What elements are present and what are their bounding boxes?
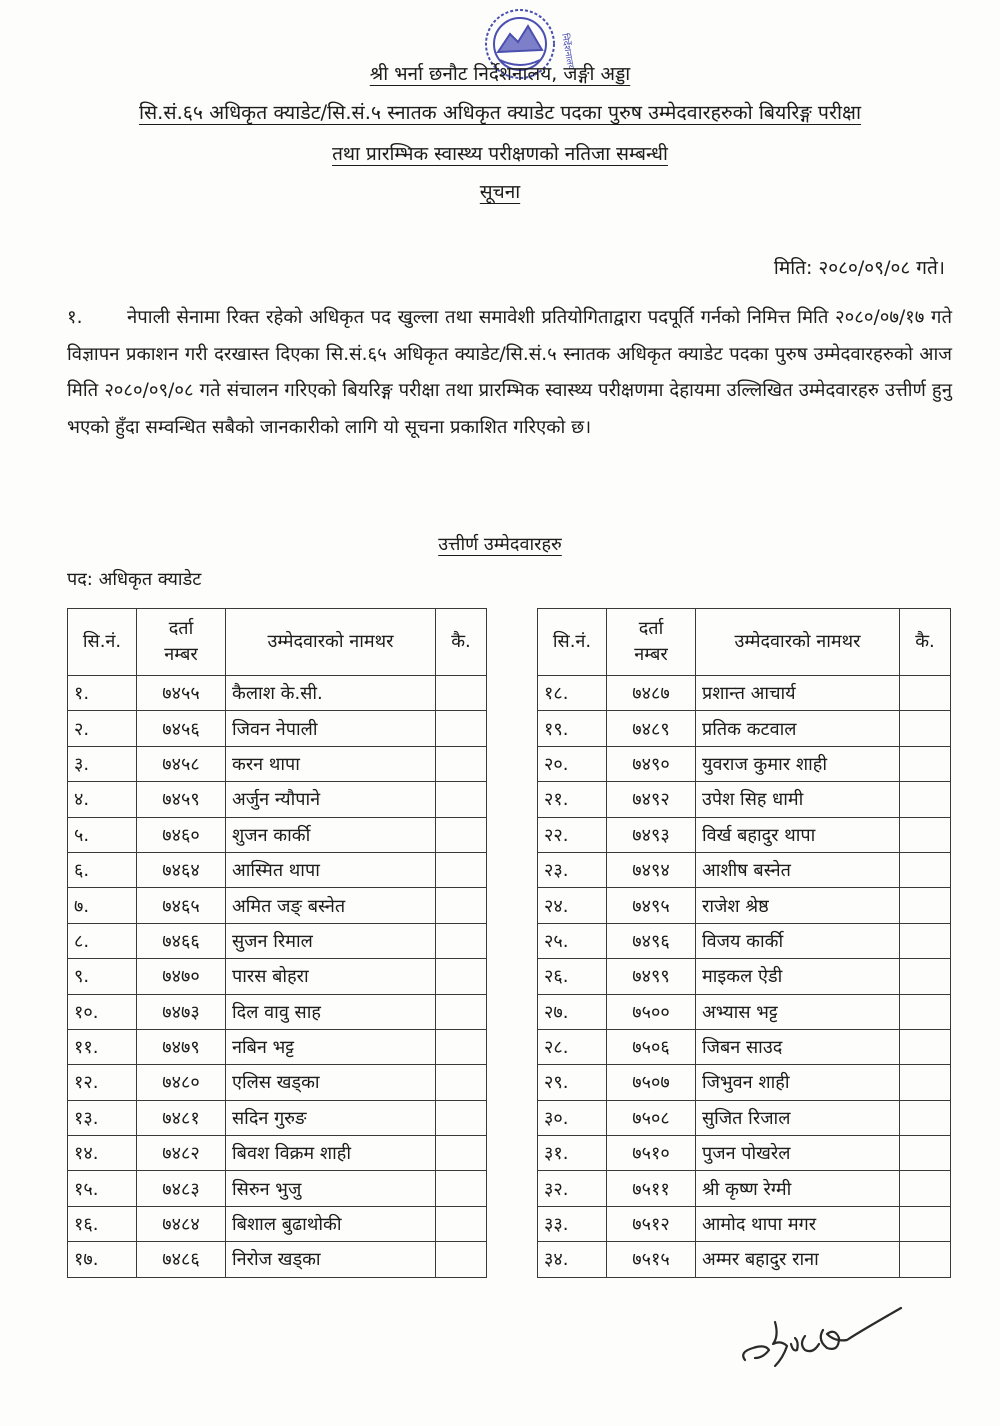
candidate-name-cell: दिल वावु साह <box>226 994 436 1029</box>
remarks-cell <box>436 1206 487 1241</box>
table-row <box>538 817 951 852</box>
serial-cell: २८. <box>538 1029 607 1064</box>
remarks-cell <box>436 888 487 923</box>
col-name: उम्मेदवारको नामथर <box>696 609 900 676</box>
table-row <box>538 888 951 923</box>
paragraph-text: नेपाली सेनामा रिक्त रहेको अधिकृत पद खुल्ला तथा समावेशी प्रतियोगिताद्वारा पदपूर्ति गर्नको निमित्त मिति २०८०/०७/१७ गते विज्ञापन प्रकाशन गरी दरखास्त दिएका सि.सं.६५ अधिकृत क्याडेट/सि.सं.५ स्नातक अधिकृत क्याडेट पदका पुरुष उम्मेदवारहरुको आज मिति २०८०/०९/०८ गते संचालन गरिएको बियरिङ्ग परीक्षा तथा प्रारम्भिक स्वास्थ्य परीक्षणमा देहायमा उल्लिखित उम्मेदवारहरु उत्तीर्ण हुनु भएको हुँदा सम्वन्धित सबैको जानकारीको लागि यो सूचना प्रकाशित गरिएको छ। <box>67 307 952 438</box>
remarks-cell <box>436 959 487 994</box>
remarks-cell <box>436 817 487 852</box>
remarks-cell <box>900 817 951 852</box>
office-name: श्री भर्ना छनौट निर्देशनालय, जङ्गी अड्डा <box>369 63 631 85</box>
remarks-cell <box>436 852 487 887</box>
registration-cell: ७४६४ <box>137 852 226 887</box>
registration-cell: ७४५५ <box>137 676 226 711</box>
serial-cell: १९. <box>538 711 607 746</box>
candidate-name-cell: विजय कार्की <box>696 923 900 958</box>
candidate-name-cell: आस्मित थापा <box>226 852 436 887</box>
remarks-cell <box>436 746 487 781</box>
candidate-name-cell: पुजन पोखरेल <box>696 1136 900 1171</box>
col-registration-line1: दर्ता <box>638 618 664 639</box>
candidate-name-cell: करन थापा <box>226 746 436 781</box>
candidate-name-cell: अमित जङ् बस्नेत <box>226 888 436 923</box>
candidate-name-cell: बिशाल बुढाथोकी <box>226 1206 436 1241</box>
table-row <box>538 782 951 817</box>
registration-cell: ७५०७ <box>607 1065 696 1100</box>
table-row <box>68 888 487 923</box>
remarks-cell <box>436 676 487 711</box>
remarks-cell <box>436 1136 487 1171</box>
table-row <box>538 746 951 781</box>
remarks-cell <box>900 782 951 817</box>
remarks-cell <box>900 1136 951 1171</box>
candidate-name-cell: शुजन कार्की <box>226 817 436 852</box>
candidate-name-cell: सुजन रिमाल <box>226 923 436 958</box>
table-row <box>68 1029 487 1064</box>
candidate-name-cell: आमोद थापा मगर <box>696 1206 900 1241</box>
col-registration-line1: दर्ता <box>168 618 194 639</box>
table-row <box>538 852 951 887</box>
subject-line1: सि.सं.६५ अधिकृत क्याडेट/सि.सं.५ स्नातक अधिकृत क्याडेट पदका पुरुष उम्मेदवारहरुको बियरिङ्ग परीक्षा <box>138 101 862 124</box>
table-row <box>68 959 487 994</box>
serial-cell: १. <box>68 676 137 711</box>
remarks-cell <box>436 1171 487 1206</box>
table-row <box>68 923 487 958</box>
candidate-name-cell: जिबन साउद <box>696 1029 900 1064</box>
remarks-cell <box>900 923 951 958</box>
remarks-cell <box>900 1242 951 1277</box>
candidate-name-cell: पारस बोहरा <box>226 959 436 994</box>
table-row <box>538 1136 951 1171</box>
table-row <box>68 1171 487 1206</box>
table-row <box>68 994 487 1029</box>
serial-cell: ३४. <box>538 1242 607 1277</box>
subject-line2: तथा प्रारम्भिक स्वास्थ्य परीक्षणको नतिजा सम्बन्धी <box>332 143 668 165</box>
serial-cell: २. <box>68 711 137 746</box>
svg-text:निर्देशनालय: निर्देशनालय <box>559 32 576 71</box>
registration-cell: ७४६५ <box>137 888 226 923</box>
col-registration-line2: नम्बर <box>634 644 668 665</box>
remarks-cell <box>900 959 951 994</box>
remarks-cell <box>900 1029 951 1064</box>
table-row <box>68 1136 487 1171</box>
registration-cell: ७४५९ <box>137 782 226 817</box>
remarks-cell <box>436 1029 487 1064</box>
serial-cell: १६. <box>68 1206 137 1241</box>
candidate-name-cell: अर्जुन न्यौपाने <box>226 782 436 817</box>
table-row <box>68 782 487 817</box>
registration-cell: ७४८० <box>137 1065 226 1100</box>
col-serial: सि.नं. <box>538 609 607 676</box>
serial-cell: १२. <box>68 1065 137 1100</box>
remarks-cell <box>900 676 951 711</box>
registration-cell: ७५०० <box>607 994 696 1029</box>
table-row <box>538 1206 951 1241</box>
subject-heading-line2 <box>0 142 1000 166</box>
signature-icon <box>735 1300 910 1370</box>
registration-cell: ७४९३ <box>607 817 696 852</box>
remarks-cell <box>900 1206 951 1241</box>
table-row <box>68 746 487 781</box>
notice-label: सूचना <box>479 181 521 203</box>
table-row <box>68 1242 487 1277</box>
registration-cell: ७४६० <box>137 817 226 852</box>
registration-cell: ७४९६ <box>607 923 696 958</box>
notice-paragraph <box>67 300 952 446</box>
col-name: उम्मेदवारको नामथर <box>226 609 436 676</box>
registration-cell: ७५१० <box>607 1136 696 1171</box>
registration-cell: ७४६६ <box>137 923 226 958</box>
table-row <box>68 817 487 852</box>
serial-cell: २५. <box>538 923 607 958</box>
serial-cell: ५. <box>68 817 137 852</box>
registration-cell: ७४८१ <box>137 1100 226 1135</box>
table-row <box>538 959 951 994</box>
remarks-cell <box>436 711 487 746</box>
col-registration-line2: नम्बर <box>164 644 198 665</box>
serial-cell: २४. <box>538 888 607 923</box>
table-row <box>68 676 487 711</box>
registration-cell: ७४८७ <box>607 676 696 711</box>
serial-cell: १५. <box>68 1171 137 1206</box>
table-row <box>538 1242 951 1277</box>
registration-cell: ७४७० <box>137 959 226 994</box>
candidate-name-cell: एलिस खड्का <box>226 1065 436 1100</box>
registration-cell: ७४८३ <box>137 1171 226 1206</box>
serial-cell: ३. <box>68 746 137 781</box>
col-remarks: कै. <box>900 609 951 676</box>
candidate-name-cell: निरोज खड्का <box>226 1242 436 1277</box>
post-label: पद: अधिकृत क्याडेट <box>67 569 202 590</box>
table-row <box>538 1100 951 1135</box>
serial-cell: १७. <box>68 1242 137 1277</box>
registration-cell: ७५१५ <box>607 1242 696 1277</box>
office-heading <box>0 62 1000 86</box>
remarks-cell <box>900 994 951 1029</box>
table-header-row <box>538 609 951 676</box>
table-row <box>538 1029 951 1064</box>
candidate-name-cell: राजेश श्रेष्ठ <box>696 888 900 923</box>
candidate-name-cell: श्री कृष्ण रेग्मी <box>696 1171 900 1206</box>
col-registration <box>607 609 696 676</box>
serial-cell: ४. <box>68 782 137 817</box>
registration-cell: ७४९२ <box>607 782 696 817</box>
table-row <box>538 1171 951 1206</box>
candidate-name-cell: प्रतिक कटवाल <box>696 711 900 746</box>
registration-cell: ७५११ <box>607 1171 696 1206</box>
registration-cell: ७४८६ <box>137 1242 226 1277</box>
registration-cell: ७४९० <box>607 746 696 781</box>
registration-cell: ७४५८ <box>137 746 226 781</box>
candidate-name-cell: जिभुवन शाही <box>696 1065 900 1100</box>
remarks-cell <box>900 852 951 887</box>
remarks-cell <box>436 994 487 1029</box>
serial-cell: ६. <box>68 852 137 887</box>
candidate-name-cell: कैलाश के.सी. <box>226 676 436 711</box>
registration-cell: ७५१२ <box>607 1206 696 1241</box>
remarks-cell <box>900 746 951 781</box>
serial-cell: १०. <box>68 994 137 1029</box>
serial-cell: २०. <box>538 746 607 781</box>
table-row <box>68 711 487 746</box>
candidate-name-cell: आशीष बस्नेत <box>696 852 900 887</box>
serial-cell: ३३. <box>538 1206 607 1241</box>
subject-heading-line1 <box>0 101 1000 125</box>
passed-candidates-heading <box>0 532 1000 556</box>
serial-cell: ३२. <box>538 1171 607 1206</box>
candidates-table-right <box>537 608 951 1278</box>
candidate-name-cell: विर्ख बहादुर थापा <box>696 817 900 852</box>
table-row <box>538 676 951 711</box>
candidate-name-cell: प्रशान्त आचार्य <box>696 676 900 711</box>
remarks-cell <box>900 888 951 923</box>
registration-cell: ७४९९ <box>607 959 696 994</box>
remarks-cell <box>436 782 487 817</box>
candidate-name-cell: सिरुन भुजु <box>226 1171 436 1206</box>
candidate-name-cell: उपेश सिह धामी <box>696 782 900 817</box>
candidate-name-cell: जिवन नेपाली <box>226 711 436 746</box>
serial-cell: २१. <box>538 782 607 817</box>
table-row <box>68 1206 487 1241</box>
remarks-cell <box>900 1100 951 1135</box>
table-row <box>68 852 487 887</box>
registration-cell: ७४९४ <box>607 852 696 887</box>
serial-cell: ७. <box>68 888 137 923</box>
candidates-table-left <box>67 608 487 1278</box>
serial-cell: २३. <box>538 852 607 887</box>
registration-cell: ७४७३ <box>137 994 226 1029</box>
registration-cell: ७४९५ <box>607 888 696 923</box>
registration-cell: ७५०६ <box>607 1029 696 1064</box>
serial-cell: १४. <box>68 1136 137 1171</box>
serial-cell: ३०. <box>538 1100 607 1135</box>
col-remarks: कै. <box>436 609 487 676</box>
serial-cell: ११. <box>68 1029 137 1064</box>
registration-cell: ७४७९ <box>137 1029 226 1064</box>
paragraph-number: १. <box>67 307 83 328</box>
serial-cell: ८. <box>68 923 137 958</box>
serial-cell: १८. <box>538 676 607 711</box>
serial-cell: ९. <box>68 959 137 994</box>
registration-cell: ७४८४ <box>137 1206 226 1241</box>
remarks-cell <box>436 1065 487 1100</box>
registration-cell: ७५०८ <box>607 1100 696 1135</box>
serial-cell: २२. <box>538 817 607 852</box>
col-serial: सि.नं. <box>68 609 137 676</box>
table-row <box>538 1065 951 1100</box>
notice-date: मिति: २०८०/०९/०८ गते। <box>773 257 945 279</box>
remarks-cell <box>436 1242 487 1277</box>
serial-cell: २७. <box>538 994 607 1029</box>
candidate-name-cell: अभ्यास भट्ट <box>696 994 900 1029</box>
serial-cell: ३१. <box>538 1136 607 1171</box>
candidate-name-cell: अम्मर बहादुर राना <box>696 1242 900 1277</box>
table-header-row <box>68 609 487 676</box>
registration-cell: ७४८२ <box>137 1136 226 1171</box>
col-registration <box>137 609 226 676</box>
candidate-name-cell: नबिन भट्ट <box>226 1029 436 1064</box>
candidate-name-cell: बिवश विक्रम शाही <box>226 1136 436 1171</box>
table-row <box>68 1065 487 1100</box>
table-row <box>538 923 951 958</box>
registration-cell: ७४५६ <box>137 711 226 746</box>
notice-heading <box>0 180 1000 204</box>
candidate-name-cell: युवराज कुमार शाही <box>696 746 900 781</box>
serial-cell: २६. <box>538 959 607 994</box>
table-row <box>68 1100 487 1135</box>
remarks-cell <box>436 923 487 958</box>
serial-cell: १३. <box>68 1100 137 1135</box>
serial-cell: २९. <box>538 1065 607 1100</box>
remarks-cell <box>900 1171 951 1206</box>
table-row <box>538 994 951 1029</box>
remarks-cell <box>900 1065 951 1100</box>
passed-title: उत्तीर्ण उम्मेदवारहरु <box>438 534 562 555</box>
remarks-cell <box>900 711 951 746</box>
registration-cell: ७४८९ <box>607 711 696 746</box>
table-row <box>538 711 951 746</box>
candidate-name-cell: माइकल ऐडी <box>696 959 900 994</box>
remarks-cell <box>436 1100 487 1135</box>
candidate-name-cell: सुजित रिजाल <box>696 1100 900 1135</box>
candidate-name-cell: सदिन गुरुङ <box>226 1100 436 1135</box>
